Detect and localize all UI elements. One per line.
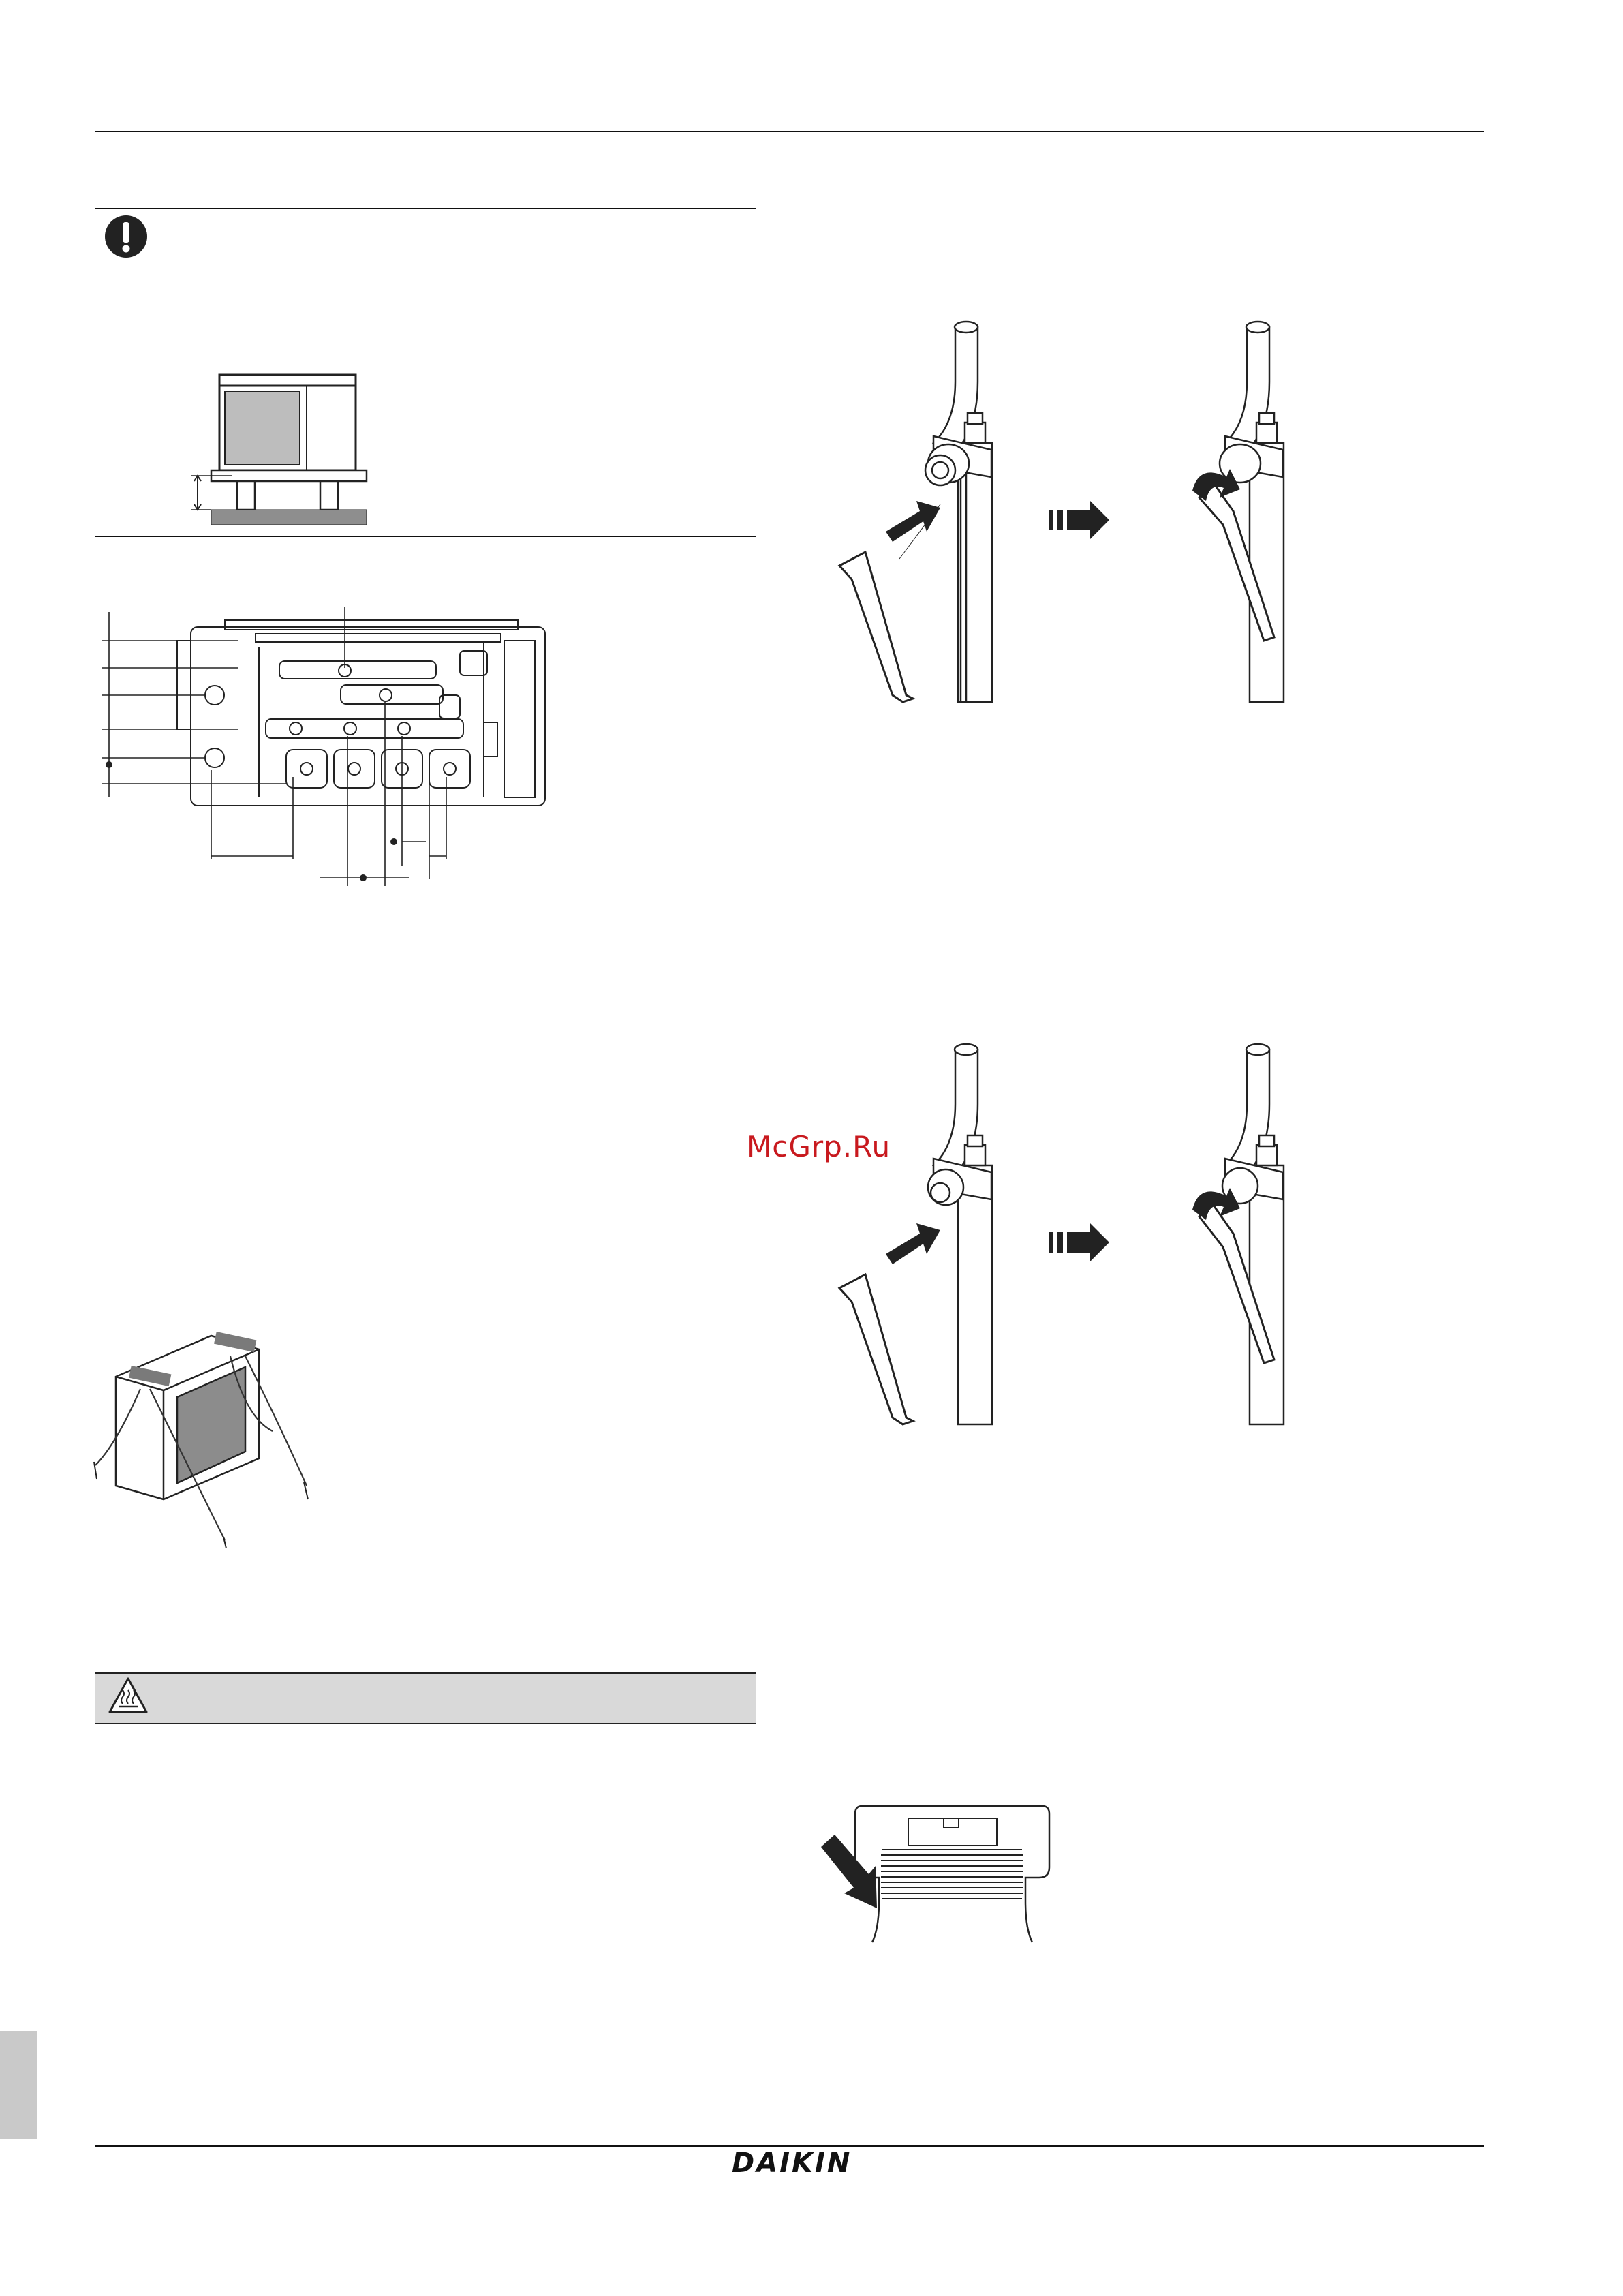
brand-logo: DAIKIN xyxy=(732,2147,852,2179)
footer-rule xyxy=(95,2145,1484,2147)
right-arrow-icon xyxy=(1049,501,1109,539)
valve-sequence-2 xyxy=(838,1029,1301,1438)
notice-top-rule xyxy=(95,208,756,209)
valve-sequence-1 xyxy=(838,307,1301,716)
base-plate-drawing xyxy=(102,600,566,886)
thread-seal-detail xyxy=(814,1799,1060,1949)
hot-surface-warning-icon xyxy=(108,1677,149,1715)
unit-tie-down-illustration xyxy=(75,1322,327,1554)
notice-bottom-rule xyxy=(95,536,756,537)
language-side-tab xyxy=(0,2031,37,2139)
caution-bar xyxy=(95,1672,756,1724)
watermark-text: McGrp.Ru xyxy=(747,1130,891,1163)
unit-on-stand-illustration xyxy=(184,368,375,532)
exclamation-icon xyxy=(104,214,149,259)
header-rule xyxy=(95,131,1484,132)
